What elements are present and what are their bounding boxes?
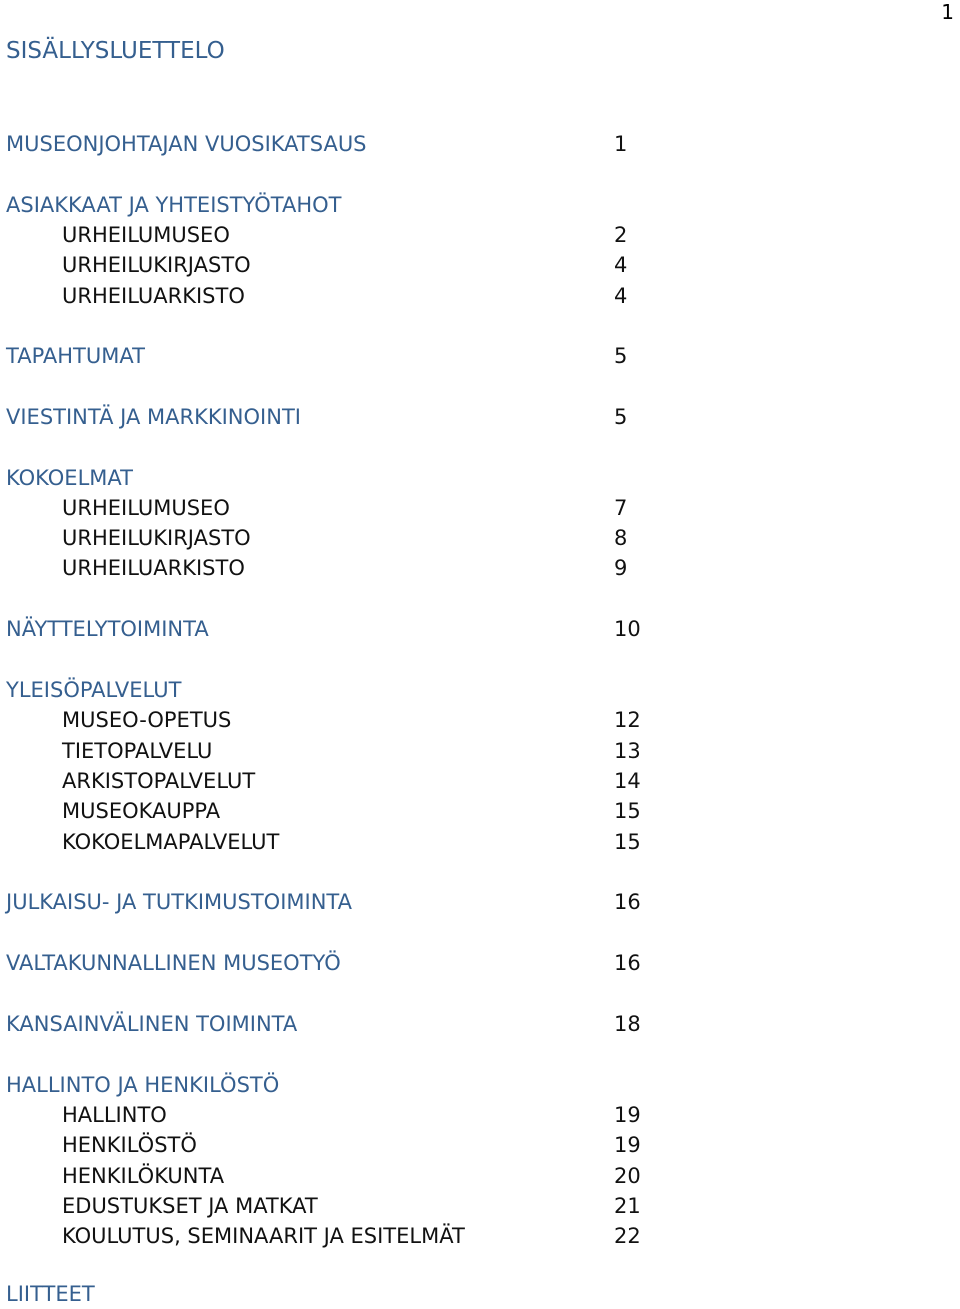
toc-entry-page: 15 [614,830,641,854]
toc-entry-page: 1 [614,132,628,156]
toc-entry-label: MUSEOKAUPPA [62,799,221,823]
toc-title: SISÄLLYSLUETTELO [6,38,225,64]
toc-entry-label: URHEILUKIRJASTO [62,253,251,277]
toc-entry-label: KANSAINVÄLINEN TOIMINTA [6,1012,298,1036]
toc-entry-label: VALTAKUNNALLINEN MUSEOTYÖ [6,951,341,975]
page-number: 1 [941,0,954,24]
toc-entry-valtakunnallinen-museotyo[interactable] [0,948,700,978]
toc-subentry-urheilumuseo[interactable] [0,493,700,523]
toc-entry-label: VIESTINTÄ JA MARKKINOINTI [6,405,301,429]
toc-entry-label: NÄYTTELYTOIMINTA [6,617,209,641]
toc-entry-label: HENKILÖSTÖ [62,1133,197,1157]
toc-entry-viestinta-ja-markkinointi[interactable] [0,402,700,432]
toc-entry-page: 12 [614,708,641,732]
toc-subentry-museo-opetus[interactable] [0,705,700,735]
toc-entry-label: LIITTEET [6,1282,95,1306]
toc-subentry-museokauppa[interactable] [0,796,700,826]
toc-subentry-koulutus-seminaarit-ja-esitelmat[interactable] [0,1221,700,1251]
toc-entry-kansainvalinen-toiminta[interactable] [0,1009,700,1039]
toc-entry-label: URHEILUKIRJASTO [62,526,251,550]
toc-entry-label: URHEILUMUSEO [62,223,230,247]
toc-subentry-edustukset-ja-matkat[interactable] [0,1191,700,1221]
toc-entry-yleisopalvelut[interactable] [0,675,700,705]
toc-entry-page: 7 [614,496,628,520]
toc-entry-label: KOKOELMAT [6,466,133,490]
toc-entry-label: HENKILÖKUNTA [62,1164,225,1188]
toc-entry-page: 9 [614,556,628,580]
toc-entry-page: 14 [614,769,641,793]
toc-entry-page: 16 [614,890,641,914]
toc-entry-label: KOKOELMAPALVELUT [62,830,280,854]
toc-subentry-henkilosto[interactable] [0,1130,700,1160]
toc-subentry-urheilumuseo[interactable] [0,220,700,250]
toc-entry-label: TIETOPALVELU [62,739,213,763]
toc-entry-page: 13 [614,739,641,763]
toc-entry-page: 8 [614,526,628,550]
toc-subentry-urheilukirjasto[interactable] [0,250,700,280]
toc-entry-page: 18 [614,1012,641,1036]
toc-subentry-urheiluarkisto[interactable] [0,553,700,583]
toc-entry-label: JULKAISU- JA TUTKIMUSTOIMINTA [6,890,352,914]
toc-entry-label: ARKISTOPALVELUT [62,769,256,793]
toc-entry-label: YLEISÖPALVELUT [6,678,182,702]
toc-entry-label: ASIAKKAAT JA YHTEISTYÖTAHOT [6,193,342,217]
toc-entry-label: URHEILUMUSEO [62,496,230,520]
toc-entry-page: 5 [614,344,628,368]
toc-entry-label: MUSEO-OPETUS [62,708,232,732]
toc-entry-label: URHEILUARKISTO [62,284,245,308]
toc-subentry-kokoelmapalvelut[interactable] [0,827,700,857]
toc-entry-page: 10 [614,617,641,641]
toc-entry-julkaisu-ja-tutkimustoiminta[interactable] [0,887,700,917]
toc-entry-page: 15 [614,799,641,823]
toc-entry-page: 2 [614,223,628,247]
toc-subentry-henkilokunta[interactable] [0,1161,700,1191]
toc-entry-tapahtumat[interactable] [0,341,700,371]
toc-entry-label: HALLINTO JA HENKILÖSTÖ [6,1073,280,1097]
toc-subentry-urheiluarkisto[interactable] [0,281,700,311]
toc-entry-museonjohtajan-vuosikatsaus[interactable] [0,129,700,159]
toc-entry-page: 4 [614,284,628,308]
toc-entry-label: EDUSTUKSET JA MATKAT [62,1194,318,1218]
toc-entry-page: 22 [614,1224,641,1248]
toc-entry-page: 19 [614,1103,641,1127]
toc-entry-label: TAPAHTUMAT [6,344,145,368]
toc-entry-kokoelmat[interactable] [0,463,700,493]
toc-entry-hallinto-ja-henkilosto[interactable] [0,1070,700,1100]
toc-entry-page: 16 [614,951,641,975]
toc-entry-liitteet[interactable] [0,1279,700,1309]
toc-entry-nayttelytoiminta[interactable] [0,614,700,644]
toc-entry-page: 20 [614,1164,641,1188]
toc-subentry-arkistopalvelut[interactable] [0,766,700,796]
toc-entry-page: 4 [614,253,628,277]
toc-entry-page: 19 [614,1133,641,1157]
toc-subentry-hallinto[interactable] [0,1100,700,1130]
toc-entry-label: HALLINTO [62,1103,167,1127]
toc-entry-asiakkaat-ja-yhteistyotahot[interactable] [0,190,700,220]
toc-entry-label: URHEILUARKISTO [62,556,245,580]
toc-entry-label: KOULUTUS, SEMINAARIT JA ESITELMÄT [62,1224,465,1248]
toc-entry-label: MUSEONJOHTAJAN VUOSIKATSAUS [6,132,367,156]
toc-subentry-tietopalvelu[interactable] [0,736,700,766]
toc-entry-page: 5 [614,405,628,429]
toc-subentry-urheilukirjasto[interactable] [0,523,700,553]
toc-entry-page: 21 [614,1194,641,1218]
